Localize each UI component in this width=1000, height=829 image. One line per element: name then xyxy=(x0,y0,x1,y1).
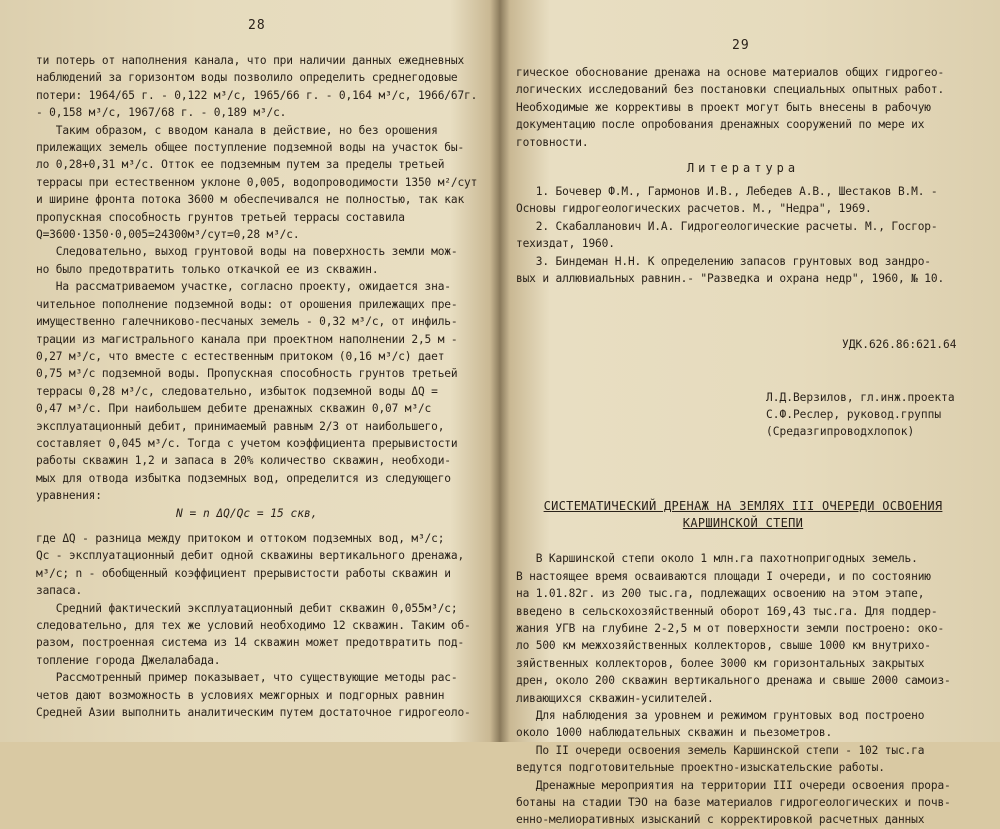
article-title: СИСТЕМАТИЧЕСКИЙ ДРЕНАЖ НА ЗЕМЛЯХ III ОЧЕРЕДИ ОСВОЕНИЯ КАРШИНСКОЙ СТЕПИ xyxy=(543,498,943,530)
formula: N = n ΔQ/Qc = 15 скв, xyxy=(176,506,318,520)
left-text-block-1: ти потерь от наполнения канала, что при наличии данных ежедневных наблюдений за горизонтом воды позволило определить среднегодовые потери: 1964/65 г. - 0,122 м³/с, 1965/66 г. - 0,164 м³/с, 1966/67г. - 0,158 м³/с, 1967/68 г. - 0,189 м³/с. Таким образом, с вводом канала в действие, но без орошения прилежащих земель общее поступление подземной воды на участок бы- ло 0,28+0,31 м³/с. Отток ее подземным путем за пределы третьей террасы при естественном уклоне 0,005, водопроводимости 1350 м²/сут и ширине фронта потока 3600 м обеспечивался не полностью, так как пропускная способность грунтов третьей террасы составила Q=3600·1350·0,005=24300м³/сут=0,28 м³/с. Следовательно, выход грунтовой воды на поверхность земли мож- но было предотвратить только откачкой ее из скважин. На рассматриваемом участке, согласно проекту, ожидается зна- чительное пополнение подземной воды: от орошения прилежащих пре- имущественно галечниково-песчаных земель - 0,32 м³/с, от инфиль- трации из магистрального канала при проектном наполнении 2,5 м - 0,27 м³/с, что вместе с естественным притоком (0,16 м³/с) дает 0,75 м³/с подземной воды. Пропускная способность грунтов третьей террасы 0,28 м³/с, следовательно, избыток подземной воды ΔQ = 0,47 м³/с. При наибольшем дебите дренажных скважин 0,07 м³/с эксплуатационный дебит, принимаемый равным 2/3 от наибольшего, составляет 0,045 м³/с. Тогда с учетом коэффициента прерывистости работы скважин 1,2 и запаса в 20% количество скважин, необходи- мых для отвода избытка подземных вод, определится из следующего уравнения: xyxy=(36,54,478,503)
right-text-block-1: гическое обоснование дренажа на основе материалов общих гидрогео- логических исследований без постановки специальных опытных работ. Необходимые же коррективы в проект могут быть внесены в рабочую документацию после опробования дренажных сооружений по мере их готовности. xyxy=(516,66,945,149)
right-text-block-2: В Каршинской степи около 1 млн.га пахотнопригодных земель. В настоящее время осваиваются площади I очереди, и по состоянию на 1.01.82г. из 200 тыс.га, подлежащих освоению на этом этапе, введено в сельскохозяйственный оборот 169,43 тыс.га. Для поддер- жания УГВ на глубине 2-2,5 м от поверхности земли построено: око- ло 500 км межхозяйственных коллекторов, свыше 1000 км внутрихо- зяйственных коллекторов, более 3000 км горизонтальных закрытых дрен, около 200 скважин вертикального дренажа и свыше 2000 самоиз- ливающихся скважин-усилителей. Для наблюдения за уровнем и режимом грунтовых вод построено около 1000 наблюдательных скважин и пьезометров. По II очереди освоения земель Каршинской степи - 102 тыс.га ведутся подготовительные проектно-изыскательские работы. Дренажные мероприятия на территории III очереди освоения прора- ботаны на стадии ТЭО на базе материалов гидрогеологических и почв- енно-мелиоративных изысканий с корректировкой расчетных данных xyxy=(516,552,951,827)
literature-list: 1. Бочевер Ф.М., Гармонов И.В., Лебедев А.В., Шестаков В.М. - Основы гидрогеологических расчетов. М., "Недра", 1969. 2. Скабалланович И.А. Гидрогеологические расчеты. М., Госгор- техиздат, 1960. 3. Биндеман Н.Н. К определению запасов грунтовых вод зандро- вых и аллювиальных равнин.- "Разведка и охрана недр", 1960, № 10. xyxy=(516,185,945,286)
left-text-block-2: где ΔQ - разница между притоком и оттоком подземных вод, м³/с; Qc - эксплуатационный дебит одной скважины вертикального дренажа, м³/с; n - обобщенный коэффициент прерывистости работы скважин и запаса. Средний фактический эксплуатационный дебит скважин 0,055м³/с; следовательно, для тех же условий необходимо 12 скважин. Таким об- разом, построенная система из 14 скважин может предотвратить под- топление города Джелалабада. Рассмотренный пример показывает, что существующие методы рас- четов дают возможность в условиях межгорных и подгорных равнин Средней Азии выполнить аналитическим путем достаточное гидрогеоло- xyxy=(36,531,471,720)
page-number-left: 28 xyxy=(248,18,266,33)
page-number-right: 29 xyxy=(732,38,750,53)
right-page xyxy=(502,0,1000,827)
left-page xyxy=(0,0,498,742)
article-meta xyxy=(766,301,970,475)
literature-heading: Литература xyxy=(686,161,800,176)
udk-code: УДК.626.86:621.64 xyxy=(842,338,957,352)
authors: Л.Д.Верзилов, гл.инж.проекта С.Ф.Реслер, руковод.группы (Средазгипроводхлопок) xyxy=(766,390,955,439)
